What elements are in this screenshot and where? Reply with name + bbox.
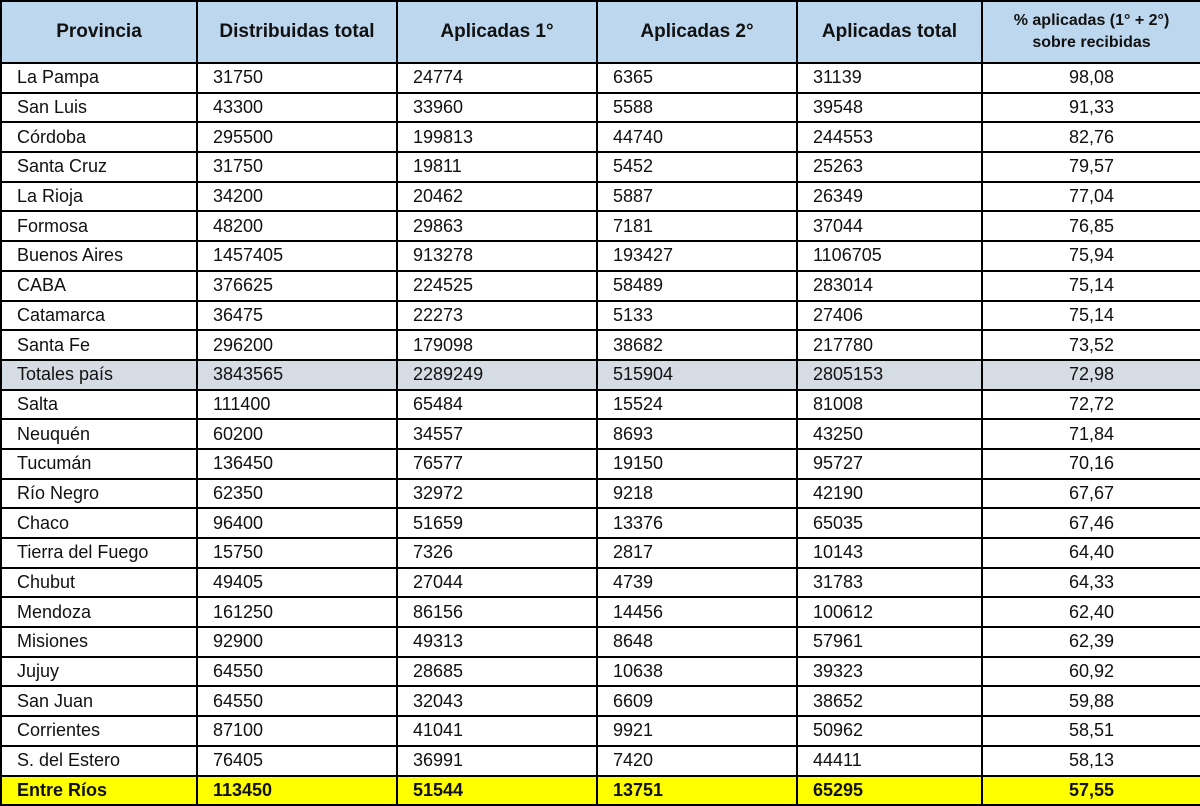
cell-distribuidas-total: 31750 <box>197 152 397 182</box>
cell-aplicadas-2: 5133 <box>597 301 797 331</box>
cell-aplicadas-1: 32972 <box>397 479 597 509</box>
cell-aplicadas-2: 8648 <box>597 627 797 657</box>
cell-distribuidas-total: 62350 <box>197 479 397 509</box>
cell-aplicadas-1: 2289249 <box>397 360 597 390</box>
cell-distribuidas-total: 64550 <box>197 657 397 687</box>
cell-provincia: Santa Fe <box>1 330 197 360</box>
cell-distribuidas-total: 296200 <box>197 330 397 360</box>
cell-provincia: Río Negro <box>1 479 197 509</box>
header-row <box>1 1 1200 63</box>
cell-aplicadas-1: 86156 <box>397 597 597 627</box>
cell-aplicadas-total: 39323 <box>797 657 982 687</box>
cell-provincia: La Pampa <box>1 63 197 93</box>
cell-provincia: Santa Cruz <box>1 152 197 182</box>
cell-aplicadas-total: 57961 <box>797 627 982 657</box>
cell-provincia: Buenos Aires <box>1 241 197 271</box>
cell-porcentaje: 67,67 <box>982 479 1200 509</box>
table-row <box>1 182 1200 212</box>
cell-provincia: Córdoba <box>1 122 197 152</box>
cell-aplicadas-total: 95727 <box>797 449 982 479</box>
cell-provincia: CABA <box>1 271 197 301</box>
cell-aplicadas-1: 22273 <box>397 301 597 331</box>
cell-distribuidas-total: 76405 <box>197 746 397 776</box>
cell-aplicadas-1: 49313 <box>397 627 597 657</box>
cell-distribuidas-total: 92900 <box>197 627 397 657</box>
cell-distribuidas-total: 136450 <box>197 449 397 479</box>
cell-porcentaje: 70,16 <box>982 449 1200 479</box>
cell-provincia: La Rioja <box>1 182 197 212</box>
cell-porcentaje: 82,76 <box>982 122 1200 152</box>
cell-aplicadas-total: 2805153 <box>797 360 982 390</box>
cell-aplicadas-2: 38682 <box>597 330 797 360</box>
cell-aplicadas-2: 13376 <box>597 508 797 538</box>
cell-provincia: Totales país <box>1 360 197 390</box>
cell-aplicadas-1: 29863 <box>397 211 597 241</box>
cell-aplicadas-total: 81008 <box>797 390 982 420</box>
cell-porcentaje: 72,98 <box>982 360 1200 390</box>
cell-porcentaje: 77,04 <box>982 182 1200 212</box>
cell-aplicadas-1: 51659 <box>397 508 597 538</box>
cell-porcentaje: 75,14 <box>982 271 1200 301</box>
cell-aplicadas-total: 31139 <box>797 63 982 93</box>
cell-aplicadas-total: 42190 <box>797 479 982 509</box>
table-row <box>1 122 1200 152</box>
cell-aplicadas-1: 33960 <box>397 93 597 123</box>
cell-aplicadas-2: 7420 <box>597 746 797 776</box>
cell-aplicadas-total: 44411 <box>797 746 982 776</box>
cell-aplicadas-total: 39548 <box>797 93 982 123</box>
cell-aplicadas-1: 51544 <box>397 776 597 806</box>
cell-distribuidas-total: 34200 <box>197 182 397 212</box>
cell-provincia: Tierra del Fuego <box>1 538 197 568</box>
cell-provincia: Corrientes <box>1 716 197 746</box>
cell-porcentaje: 76,85 <box>982 211 1200 241</box>
table-row <box>1 657 1200 687</box>
cell-porcentaje: 58,13 <box>982 746 1200 776</box>
cell-aplicadas-2: 6609 <box>597 686 797 716</box>
table-row-highlighted <box>1 776 1200 806</box>
cell-aplicadas-2: 7181 <box>597 211 797 241</box>
cell-porcentaje: 59,88 <box>982 686 1200 716</box>
cell-distribuidas-total: 3843565 <box>197 360 397 390</box>
cell-provincia: Misiones <box>1 627 197 657</box>
cell-provincia: Jujuy <box>1 657 197 687</box>
cell-aplicadas-total: 65295 <box>797 776 982 806</box>
cell-porcentaje: 91,33 <box>982 93 1200 123</box>
table-row <box>1 301 1200 331</box>
cell-aplicadas-2: 2817 <box>597 538 797 568</box>
table-row <box>1 390 1200 420</box>
cell-aplicadas-2: 19150 <box>597 449 797 479</box>
cell-distribuidas-total: 36475 <box>197 301 397 331</box>
cell-aplicadas-2: 13751 <box>597 776 797 806</box>
cell-provincia: San Juan <box>1 686 197 716</box>
cell-aplicadas-total: 38652 <box>797 686 982 716</box>
cell-aplicadas-1: 20462 <box>397 182 597 212</box>
table-row <box>1 627 1200 657</box>
header-distribuidas-total: Distribuidas total <box>197 1 397 63</box>
cell-porcentaje: 75,94 <box>982 241 1200 271</box>
cell-porcentaje: 62,39 <box>982 627 1200 657</box>
cell-porcentaje: 79,57 <box>982 152 1200 182</box>
cell-aplicadas-2: 6365 <box>597 63 797 93</box>
cell-porcentaje: 64,40 <box>982 538 1200 568</box>
cell-provincia: Neuquén <box>1 419 197 449</box>
cell-aplicadas-1: 7326 <box>397 538 597 568</box>
header-porcentaje <box>982 1 1200 63</box>
cell-aplicadas-2: 15524 <box>597 390 797 420</box>
table-row <box>1 419 1200 449</box>
header-porcentaje-line2: sobre recibidas <box>1032 34 1151 51</box>
cell-distribuidas-total: 43300 <box>197 93 397 123</box>
cell-aplicadas-2: 4739 <box>597 568 797 598</box>
cell-aplicadas-1: 913278 <box>397 241 597 271</box>
cell-provincia: Chubut <box>1 568 197 598</box>
cell-distribuidas-total: 96400 <box>197 508 397 538</box>
cell-aplicadas-1: 36991 <box>397 746 597 776</box>
cell-distribuidas-total: 49405 <box>197 568 397 598</box>
cell-provincia: Salta <box>1 390 197 420</box>
cell-provincia: Catamarca <box>1 301 197 331</box>
cell-aplicadas-2: 193427 <box>597 241 797 271</box>
cell-provincia: San Luis <box>1 93 197 123</box>
table-row <box>1 479 1200 509</box>
cell-porcentaje: 72,72 <box>982 390 1200 420</box>
cell-provincia: S. del Estero <box>1 746 197 776</box>
table-row <box>1 597 1200 627</box>
table-row <box>1 686 1200 716</box>
cell-aplicadas-total: 27406 <box>797 301 982 331</box>
table-body <box>1 63 1200 805</box>
cell-aplicadas-2: 8693 <box>597 419 797 449</box>
table-row <box>1 63 1200 93</box>
cell-porcentaje: 60,92 <box>982 657 1200 687</box>
cell-distribuidas-total: 111400 <box>197 390 397 420</box>
table-row <box>1 449 1200 479</box>
cell-aplicadas-2: 44740 <box>597 122 797 152</box>
cell-aplicadas-1: 76577 <box>397 449 597 479</box>
cell-distribuidas-total: 64550 <box>197 686 397 716</box>
table-row <box>1 271 1200 301</box>
table-row <box>1 746 1200 776</box>
table-row <box>1 93 1200 123</box>
cell-distribuidas-total: 15750 <box>197 538 397 568</box>
cell-distribuidas-total: 31750 <box>197 63 397 93</box>
cell-aplicadas-total: 26349 <box>797 182 982 212</box>
cell-porcentaje: 64,33 <box>982 568 1200 598</box>
cell-aplicadas-2: 9218 <box>597 479 797 509</box>
cell-porcentaje: 73,52 <box>982 330 1200 360</box>
cell-aplicadas-1: 199813 <box>397 122 597 152</box>
cell-porcentaje: 57,55 <box>982 776 1200 806</box>
header-aplicadas-2: Aplicadas 2° <box>597 1 797 63</box>
cell-aplicadas-2: 58489 <box>597 271 797 301</box>
cell-distribuidas-total: 295500 <box>197 122 397 152</box>
cell-aplicadas-total: 217780 <box>797 330 982 360</box>
table-row <box>1 568 1200 598</box>
cell-aplicadas-2: 10638 <box>597 657 797 687</box>
cell-aplicadas-1: 28685 <box>397 657 597 687</box>
cell-provincia: Tucumán <box>1 449 197 479</box>
cell-aplicadas-1: 27044 <box>397 568 597 598</box>
table-row <box>1 538 1200 568</box>
cell-aplicadas-total: 244553 <box>797 122 982 152</box>
header-aplicadas-total: Aplicadas total <box>797 1 982 63</box>
cell-aplicadas-2: 9921 <box>597 716 797 746</box>
cell-aplicadas-1: 24774 <box>397 63 597 93</box>
header-aplicadas-1: Aplicadas 1° <box>397 1 597 63</box>
table-header <box>1 1 1200 63</box>
cell-distribuidas-total: 161250 <box>197 597 397 627</box>
cell-distribuidas-total: 376625 <box>197 271 397 301</box>
cell-distribuidas-total: 1457405 <box>197 241 397 271</box>
cell-aplicadas-total: 283014 <box>797 271 982 301</box>
cell-aplicadas-1: 41041 <box>397 716 597 746</box>
cell-distribuidas-total: 113450 <box>197 776 397 806</box>
cell-aplicadas-total: 1106705 <box>797 241 982 271</box>
cell-aplicadas-2: 14456 <box>597 597 797 627</box>
cell-aplicadas-2: 5588 <box>597 93 797 123</box>
cell-distribuidas-total: 87100 <box>197 716 397 746</box>
cell-aplicadas-total: 50962 <box>797 716 982 746</box>
cell-aplicadas-total: 25263 <box>797 152 982 182</box>
table-row <box>1 716 1200 746</box>
cell-aplicadas-2: 5887 <box>597 182 797 212</box>
cell-aplicadas-2: 5452 <box>597 152 797 182</box>
cell-porcentaje: 62,40 <box>982 597 1200 627</box>
table-row <box>1 508 1200 538</box>
table-row <box>1 330 1200 360</box>
cell-porcentaje: 75,14 <box>982 301 1200 331</box>
cell-porcentaje: 71,84 <box>982 419 1200 449</box>
cell-aplicadas-total: 37044 <box>797 211 982 241</box>
cell-provincia: Mendoza <box>1 597 197 627</box>
cell-aplicadas-total: 10143 <box>797 538 982 568</box>
header-porcentaje-line1: % aplicadas (1° + 2°) <box>1013 12 1170 30</box>
cell-aplicadas-total: 31783 <box>797 568 982 598</box>
cell-distribuidas-total: 60200 <box>197 419 397 449</box>
table-row <box>1 211 1200 241</box>
cell-aplicadas-1: 65484 <box>397 390 597 420</box>
table-row <box>1 241 1200 271</box>
cell-aplicadas-total: 43250 <box>797 419 982 449</box>
cell-provincia: Chaco <box>1 508 197 538</box>
cell-provincia: Formosa <box>1 211 197 241</box>
cell-provincia: Entre Ríos <box>1 776 197 806</box>
cell-aplicadas-1: 34557 <box>397 419 597 449</box>
header-provincia: Provincia <box>1 1 197 63</box>
cell-aplicadas-1: 179098 <box>397 330 597 360</box>
cell-porcentaje: 98,08 <box>982 63 1200 93</box>
table-row-totales-pais <box>1 360 1200 390</box>
cell-aplicadas-2: 515904 <box>597 360 797 390</box>
cell-distribuidas-total: 48200 <box>197 211 397 241</box>
cell-aplicadas-total: 65035 <box>797 508 982 538</box>
cell-aplicadas-1: 224525 <box>397 271 597 301</box>
cell-aplicadas-1: 32043 <box>397 686 597 716</box>
table-row <box>1 152 1200 182</box>
cell-aplicadas-total: 100612 <box>797 597 982 627</box>
cell-aplicadas-1: 19811 <box>397 152 597 182</box>
cell-porcentaje: 58,51 <box>982 716 1200 746</box>
cell-porcentaje: 67,46 <box>982 508 1200 538</box>
